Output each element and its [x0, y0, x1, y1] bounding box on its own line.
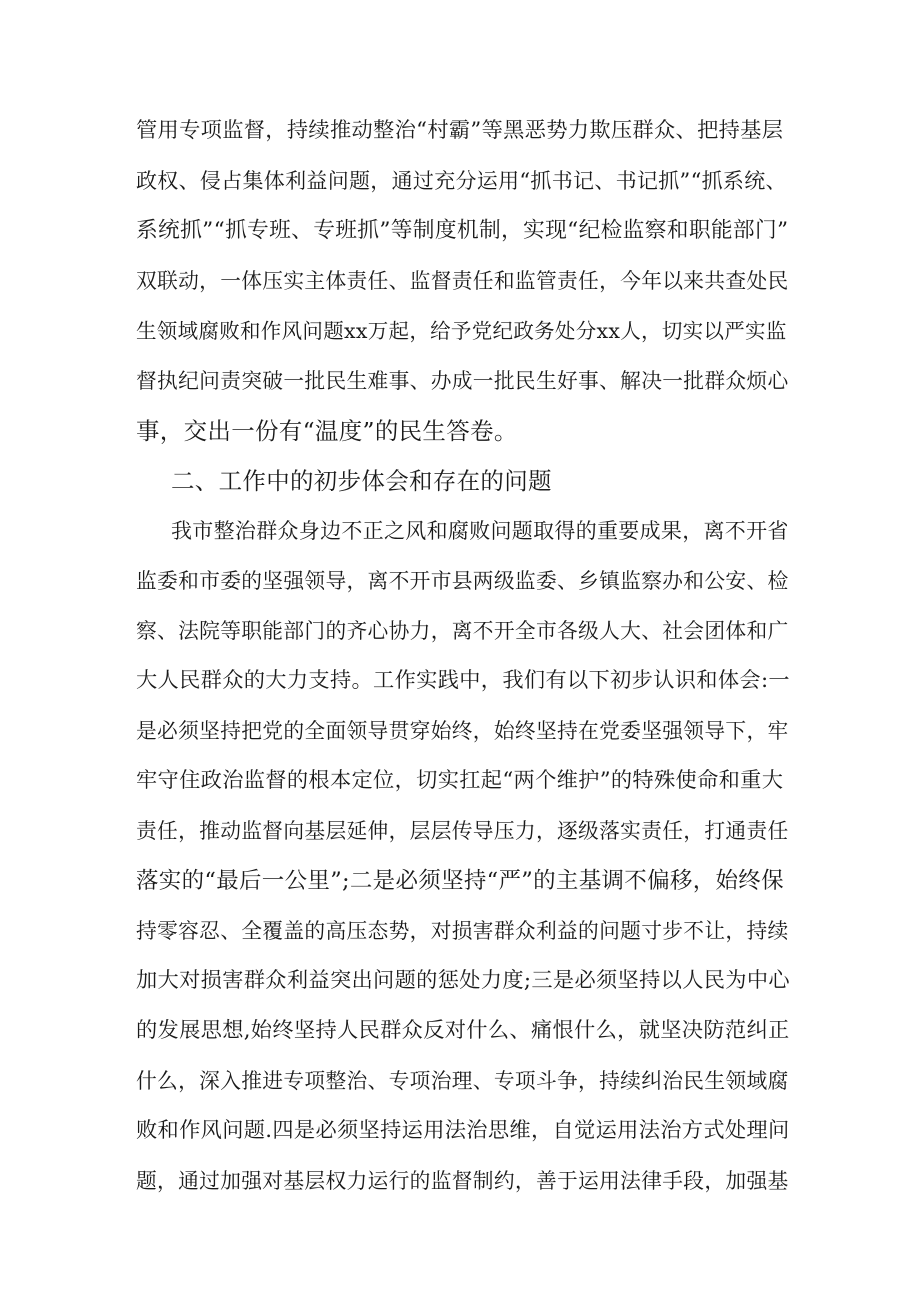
- paragraph-2-line-5: 是必须坚持把党的全面领导贯穿始终，始终坚持在党委坚强领导下，牢: [136, 719, 789, 743]
- section-heading: 二、工作中的初步体会和存在的问题: [171, 467, 552, 495]
- paragraph-2-line-7: 责任，推动监督向基层延伸，层层传导压力，逐级落实责任，打通责任: [136, 819, 789, 843]
- paragraph-2-line-9: 持零容忍、全覆盖的高压态势，对损害群众利益的问题寸步不让，持续: [136, 919, 789, 943]
- paragraph-1-line-1: 管用专项监督，持续推动整治“村霸”等黑恶势力欺压群众、把持基层: [136, 118, 784, 143]
- paragraph-2-line-3: 察、法院等职能部门的齐心协力，离不开全市各级人大、社会团体和广: [136, 619, 789, 643]
- paragraph-2-line-11: 的发展思想,始终坚持人民群众反对什么、痛恨什么，就坚决防范纠正: [136, 1018, 790, 1043]
- paragraph-2-line-12: 什么，深入推进专项整治、专项治理、专项斗争，持续纠治民生领域腐: [136, 1069, 789, 1093]
- paragraph-2-line-10: 加大对损害群众利益突出问题的惩处力度;三是必须坚持以人民为中心: [136, 968, 790, 993]
- paragraph-1-line-4: 双联动，一体压实主体责任、监督责任和监管责任，今年以来共查处民: [136, 269, 789, 293]
- paragraph-1-line-7: 事，交出一份有“温度”的民生答卷。: [136, 417, 518, 445]
- paragraph-1-line-6: 督执纪问责突破一批民生难事、办成一批民生好事、解决一批群众烦心: [136, 369, 789, 393]
- paragraph-1-line-5: 生领域腐败和作风问题xx万起，给予党纪政务处分xx人，切实以严实监: [136, 319, 787, 343]
- paragraph-1-line-3: 系统抓”“抓专班、专班抓”等制度机制，实现“纪检监察和职能部门”: [136, 218, 789, 243]
- paragraph-2-line-1: 我市整治群众身边不正之风和腐败问题取得的重要成果，离不开省: [171, 519, 789, 543]
- paragraph-2-line-2: 监委和市委的坚强领导，离不开市县两级监委、乡镇监察办和公安、检: [136, 569, 789, 593]
- paragraph-2-line-13: 败和作风问题.四是必须坚持运用法治思维，自觉运用法治方式处理问: [136, 1118, 790, 1143]
- paragraph-2-line-4: 大人民群众的大力支持。工作实践中，我们有以下初步认识和体会:一: [136, 668, 790, 693]
- paragraph-2-line-6: 牢守住政治监督的根本定位，切实扛起“两个维护”的特殊使命和重大: [136, 768, 784, 793]
- paragraph-2-line-8: 落实的“最后一公里”;二是必须坚持“严”的主基调不偏移，始终保: [136, 868, 784, 894]
- paragraph-2-line-14: 题，通过加强对基层权力运行的监督制约，善于运用法律手段，加强基: [136, 1169, 789, 1193]
- paragraph-1-line-2: 政权、侵占集体利益问题，通过充分运用“抓书记、书记抓”“抓系统、: [136, 169, 787, 193]
